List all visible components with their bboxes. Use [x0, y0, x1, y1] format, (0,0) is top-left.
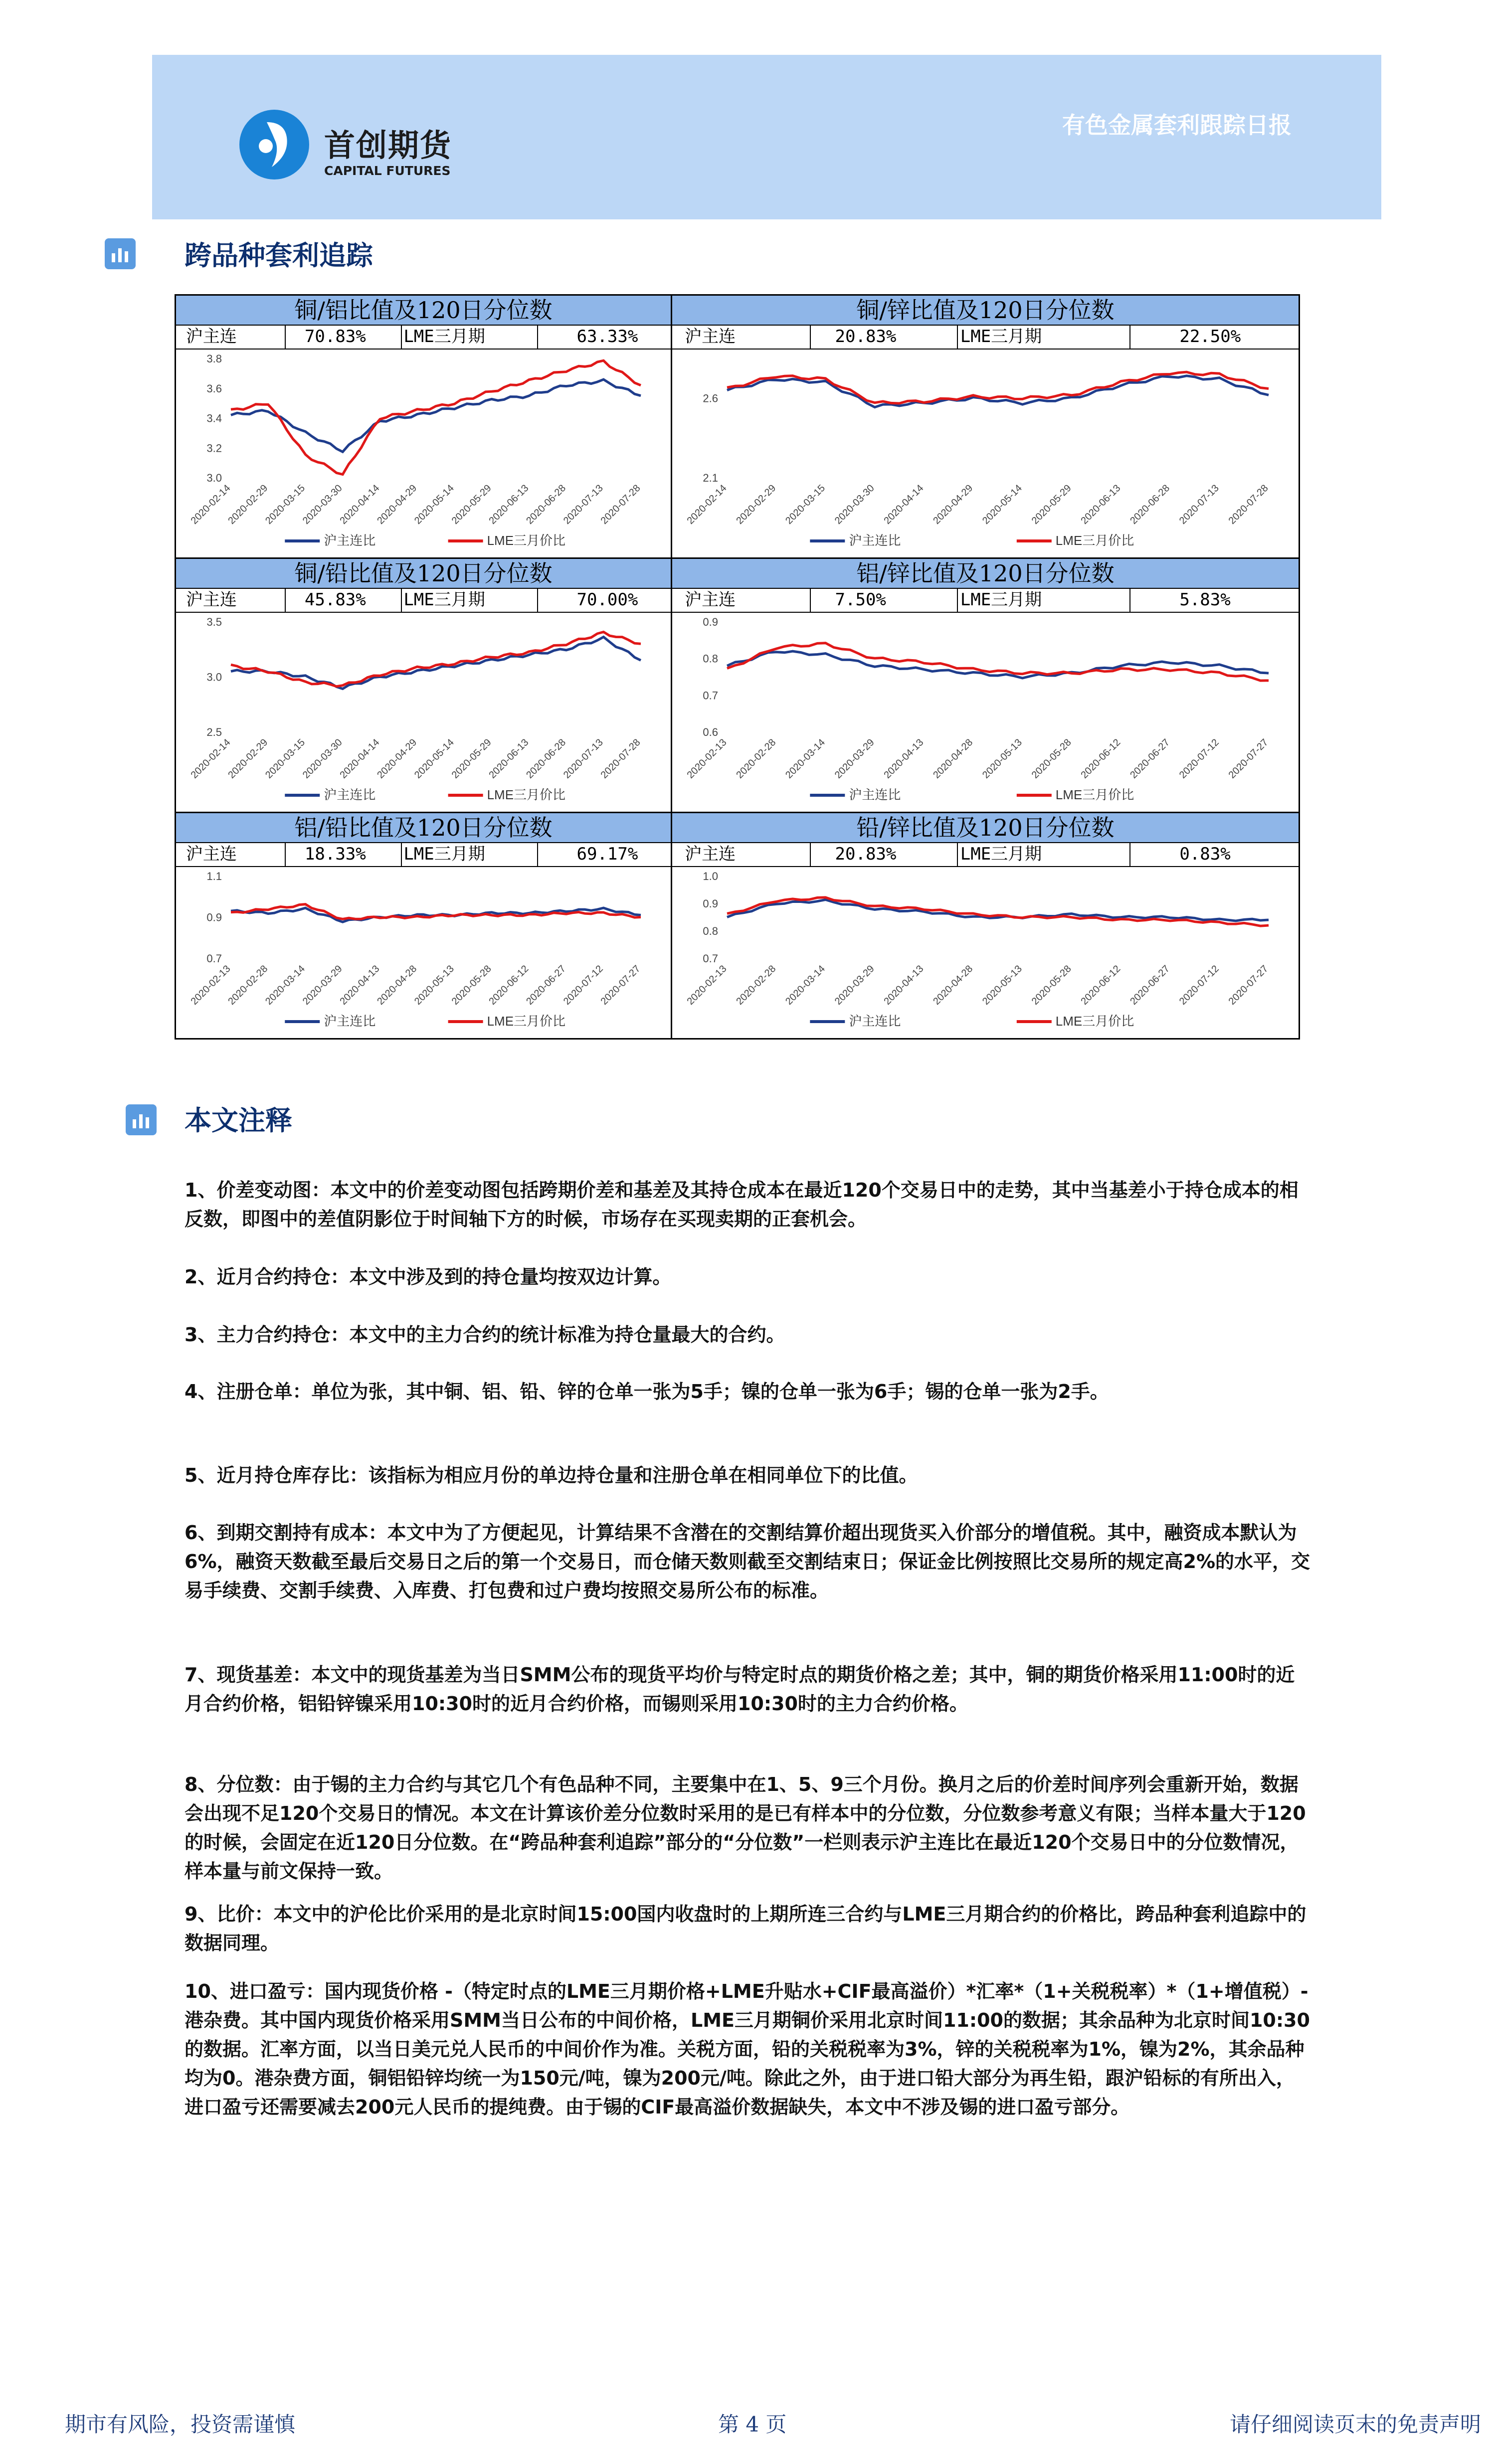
lme-percentile: 22.50% — [1179, 327, 1241, 347]
x-tick-label: 2020-04-28 — [931, 736, 975, 781]
chart-panel-title: 铝/铅比值及120日分位数 — [176, 813, 671, 843]
footer-disclaimer-note: 请仔细阅读页末的免责声明 — [1229, 2412, 1481, 2437]
y-tick-label: 3.5 — [206, 616, 222, 628]
x-tick-label: 2020-03-30 — [832, 482, 877, 527]
y-tick-label: 1.1 — [206, 870, 222, 882]
x-tick-label: 2020-05-29 — [1029, 482, 1074, 527]
x-tick-label: 2020-03-29 — [832, 963, 877, 1007]
x-tick-label: 2020-02-14 — [188, 482, 233, 527]
x-tick-label: 2020-06-12 — [1079, 963, 1123, 1007]
x-tick-label: 2020-02-28 — [734, 963, 778, 1007]
note-item: 1、价差变动图：本文中的价差变动图包括跨期价差和基差及其持仓成本在最近120个交易日中的走势，其中当基差小于持仓成本的相反数，即图中的差值阴影位于时间轴下方的时候，市场存在买现卖期的正套机会。 — [185, 1179, 1299, 1230]
y-tick-label: 1.0 — [703, 870, 718, 882]
x-tick-label: 2020-07-27 — [1226, 736, 1271, 781]
note-item: 8、分位数：由于锡的主力合约与其它几个有色品种不同，主要集中在1、5、9三个月份。换月之后的价差时间序列会重新开始，数据会出现不足120个交易日的情况。本文在计算该价差分位数时采用的是已有样本中的分位数，分位数参考意义有限；当样本量大于120的时候，会固定在近120日分位数。在“跨品种套利追踪”部分的“分位数”一栏则表示沪主连比在最近120个交易日中的分位数情况，样本量与前文保持一致。 — [185, 1773, 1306, 1882]
x-tick-label: 2020-05-14 — [980, 482, 1024, 527]
y-tick-label: 0.8 — [703, 925, 718, 937]
series-line-lme — [231, 360, 641, 474]
y-tick-label: 2.5 — [206, 726, 222, 738]
x-tick-label: 2020-02-13 — [685, 736, 729, 781]
x-tick-label: 2020-06-27 — [524, 963, 568, 1007]
x-tick-label: 2020-06-27 — [1128, 963, 1172, 1007]
legend-label: 沪主连比 — [324, 533, 376, 548]
y-tick-label: 2.6 — [703, 392, 718, 405]
section-title-cross-arbitrage: 跨品种套利追踪 — [185, 240, 373, 271]
x-tick-label: 2020-06-13 — [1079, 482, 1123, 527]
x-tick-label: 2020-05-28 — [1029, 963, 1074, 1007]
lme-percentile: 70.00% — [576, 590, 638, 610]
y-tick-label: 0.9 — [206, 911, 222, 924]
percentile-row — [672, 325, 1299, 350]
chart-panel-title: 铜/铝比值及120日分位数 — [176, 296, 671, 326]
x-tick-label: 2020-05-13 — [980, 736, 1024, 781]
x-tick-label: 2020-02-14 — [188, 736, 233, 781]
percentile-row — [672, 588, 1299, 613]
x-tick-label: 2020-03-30 — [300, 482, 345, 527]
lme-label: LME三月期 — [403, 590, 485, 610]
x-tick-label: 2020-03-15 — [263, 482, 307, 527]
x-tick-label: 2020-04-29 — [931, 482, 975, 527]
x-tick-label: 2020-07-12 — [1177, 736, 1221, 781]
series-line-lme — [231, 632, 641, 686]
y-tick-label: 3.8 — [206, 352, 222, 365]
lme-label: LME三月期 — [960, 327, 1042, 347]
y-tick-label: 3.0 — [206, 671, 222, 684]
x-tick-label: 2020-03-29 — [300, 963, 345, 1007]
series-line-sh — [727, 651, 1269, 678]
x-tick-label: 2020-06-28 — [524, 482, 568, 527]
x-tick-label: 2020-05-29 — [449, 736, 494, 781]
chart-panel-title: 铅/锌比值及120日分位数 — [672, 813, 1299, 843]
ratio-line-chart — [672, 866, 1299, 1038]
legend-label: LME三月价比 — [1055, 533, 1134, 548]
x-tick-label: 2020-07-13 — [1177, 482, 1221, 527]
company-name-cn: 首创期货 — [324, 127, 452, 164]
x-tick-label: 2020-02-13 — [188, 963, 233, 1007]
x-tick-label: 2020-06-13 — [487, 736, 531, 781]
x-tick-label: 2020-05-14 — [412, 482, 456, 527]
lme-label: LME三月期 — [960, 590, 1042, 610]
sh-percentile: 7.50% — [835, 590, 886, 610]
percentile-row — [176, 325, 671, 350]
section-title-notes: 本文注释 — [185, 1105, 292, 1136]
percentile-row — [176, 842, 671, 867]
company-name-en: CAPITAL FUTURES — [324, 164, 451, 178]
chart-panel — [672, 296, 1299, 557]
x-tick-label: 2020-02-29 — [734, 482, 778, 527]
sh-percentile: 20.83% — [835, 327, 897, 347]
note-item: 2、近月合约持仓：本文中涉及到的持仓量均按双边计算。 — [185, 1266, 672, 1288]
x-tick-label: 2020-03-30 — [300, 736, 345, 781]
sh-percentile: 18.33% — [304, 844, 366, 864]
x-tick-label: 2020-07-12 — [561, 963, 605, 1007]
sh-label: 沪主连 — [685, 590, 736, 610]
note-item: 4、注册仓单：单位为张，其中铜、铝、铅、锌的仓单一张为5手；镍的仓单一张为6手；锡的仓单一张为2手。 — [185, 1381, 1109, 1403]
lme-percentile: 63.33% — [576, 327, 638, 347]
x-tick-label: 2020-04-14 — [338, 482, 382, 527]
sh-percentile: 45.83% — [304, 590, 366, 610]
x-tick-label: 2020-04-13 — [882, 736, 926, 781]
x-tick-label: 2020-05-13 — [412, 963, 456, 1007]
sh-label: 沪主连 — [685, 844, 736, 864]
y-tick-label: 0.7 — [703, 952, 718, 965]
page-header — [152, 55, 1381, 219]
note-item: 5、近月持仓库存比：该指标为相应月份的单边持仓量和注册仓单在相同单位下的比值。 — [185, 1464, 918, 1486]
x-tick-label: 2020-07-13 — [561, 482, 605, 527]
y-tick-label: 0.9 — [703, 897, 718, 910]
series-line-sh — [727, 376, 1269, 407]
sh-percentile: 20.83% — [835, 844, 897, 864]
lme-percentile: 5.83% — [1179, 590, 1231, 610]
chart-panel-title: 铝/锌比值及120日分位数 — [672, 559, 1299, 589]
y-tick-label: 0.6 — [703, 726, 718, 738]
bar-chart-icon — [105, 238, 136, 269]
note-item: 7、现货基差：本文中的现货基差为当日SMM公布的现货平均价与特定时点的期货价格之差；其中，铜的期货价格采用11:00时的近月合约价格，铝铅锌镍采用10:30时的近月合约价格，而锡则采用10:30时的主力合约价格。 — [185, 1664, 1295, 1715]
legend-label: 沪主连比 — [324, 1014, 376, 1029]
x-tick-label: 2020-06-12 — [487, 963, 531, 1007]
x-tick-label: 2020-04-13 — [882, 963, 926, 1007]
x-tick-label: 2020-03-14 — [783, 736, 827, 781]
x-tick-label: 2020-05-29 — [449, 482, 494, 527]
x-tick-label: 2020-05-14 — [412, 736, 456, 781]
legend-label: 沪主连比 — [324, 787, 376, 802]
x-tick-label: 2020-03-14 — [263, 963, 307, 1007]
x-tick-label: 2020-07-13 — [561, 736, 605, 781]
sh-label: 沪主连 — [186, 844, 237, 864]
x-tick-label: 2020-02-28 — [734, 736, 778, 781]
x-tick-label: 2020-06-12 — [1079, 736, 1123, 781]
legend-label: LME三月价比 — [487, 533, 566, 548]
legend-label: LME三月价比 — [1055, 1014, 1134, 1029]
x-tick-label: 2020-05-13 — [980, 963, 1024, 1007]
x-tick-label: 2020-05-28 — [449, 963, 494, 1007]
percentile-row — [672, 842, 1299, 867]
note-item: 10、进口盈亏：国内现货价格 -（特定时点的LME三月期价格+LME升贴水+CIF最高溢价）*汇率*（1+关税税率）*（1+增值税）- 港杂费。其中国内现货价格采用SMM当日公布的中间价格，LME三月期铜价采用北京时间11:00的数据；其余品种为北京时间10:30的数据。汇率方面，以当日美元兑人民币的中间价作为准。关税方面，铅的关税税率为3%，锌的关税税率为1%，镍为2%，其余品种均为0。港杂费方面，铜铝铅锌均统一为150元/吨，镍为200元/吨。除此之外，由于进口铅大部分为再生铅，跟沪铅标的有所出入，进口盈亏还需要减去200元人民币的提纯费。由于锡的CIF最高溢价数据缺失，本文中不涉及锡的进口盈亏部分。 — [185, 1980, 1310, 2118]
x-tick-label: 2020-04-28 — [375, 963, 419, 1007]
x-tick-label: 2020-02-29 — [226, 482, 270, 527]
y-tick-label: 3.2 — [206, 442, 222, 455]
x-tick-label: 2020-07-27 — [598, 963, 643, 1007]
ratio-line-chart — [176, 349, 671, 557]
x-tick-label: 2020-05-28 — [1029, 736, 1074, 781]
sh-label: 沪主连 — [685, 327, 736, 347]
bar-chart-icon — [126, 1104, 157, 1135]
series-line-sh — [727, 900, 1269, 921]
lme-percentile: 0.83% — [1179, 844, 1231, 864]
lme-label: LME三月期 — [960, 844, 1042, 864]
report-title: 有色金属套利跟踪日报 — [1062, 112, 1292, 139]
ratio-line-chart — [176, 612, 671, 812]
x-tick-label: 2020-07-28 — [598, 736, 643, 781]
x-tick-label: 2020-07-27 — [1226, 963, 1271, 1007]
legend-label: LME三月价比 — [487, 787, 566, 802]
y-tick-label: 0.7 — [206, 952, 222, 965]
x-tick-label: 2020-02-13 — [685, 963, 729, 1007]
lme-label: LME三月期 — [403, 844, 485, 864]
x-tick-label: 2020-03-15 — [783, 482, 827, 527]
footer-risk-warning: 期市有风险，投资需谨慎 — [65, 2412, 296, 2437]
ratio-line-chart — [672, 349, 1299, 557]
chart-panel — [176, 813, 671, 1038]
x-tick-label: 2020-04-13 — [338, 963, 382, 1007]
x-tick-label: 2020-04-28 — [931, 963, 975, 1007]
chart-panel — [672, 559, 1299, 812]
y-tick-label: 0.9 — [703, 616, 718, 628]
x-tick-label: 2020-06-28 — [524, 736, 568, 781]
chart-panel-title: 铜/锌比值及120日分位数 — [672, 296, 1299, 326]
legend-label: LME三月价比 — [487, 1014, 566, 1029]
x-tick-label: 2020-03-14 — [783, 963, 827, 1007]
x-tick-label: 2020-02-14 — [685, 482, 729, 527]
note-item: 6、到期交割持有成本：本文中为了方便起见，计算结果不含潜在的交割结算价超出现货买入价部分的增值税。其中，融资成本默认为6%，融资天数截至最后交易日之后的第一个交易日，而仓储天数则截至交割结束日；保证金比例按照比交易所的规定高2%的水平，交易手续费、交割手续费、入库费、打包费和过户费均按照交易所公布的标准。 — [185, 1522, 1310, 1601]
y-tick-label: 0.7 — [703, 689, 718, 702]
chart-grid — [175, 294, 1300, 1040]
x-tick-label: 2020-03-15 — [263, 736, 307, 781]
series-line-sh — [231, 637, 641, 689]
chart-panel — [672, 813, 1299, 1038]
x-tick-label: 2020-07-28 — [598, 482, 643, 527]
series-line-sh — [231, 379, 641, 452]
chart-panel — [176, 559, 671, 812]
x-tick-label: 2020-06-28 — [1128, 482, 1172, 527]
sh-label: 沪主连 — [186, 590, 237, 610]
chart-panel-title: 铜/铅比值及120日分位数 — [176, 559, 671, 589]
ratio-line-chart — [672, 612, 1299, 812]
legend-label: 沪主连比 — [849, 533, 901, 548]
legend-label: 沪主连比 — [849, 787, 901, 802]
page-number: 第 4 页 — [718, 2412, 787, 2437]
x-tick-label: 2020-04-14 — [882, 482, 926, 527]
x-tick-label: 2020-02-29 — [226, 736, 270, 781]
percentile-row — [176, 588, 671, 613]
legend-label: LME三月价比 — [1055, 787, 1134, 802]
lme-percentile: 69.17% — [576, 844, 638, 864]
x-tick-label: 2020-04-29 — [375, 736, 419, 781]
y-tick-label: 3.4 — [206, 412, 222, 425]
x-tick-label: 2020-07-12 — [1177, 963, 1221, 1007]
legend-label: 沪主连比 — [849, 1014, 901, 1029]
note-item: 9、比价：本文中的沪伦比价采用的是北京时间15:00国内收盘时的上期所连三合约与LME三月期合约的价格比，跨品种套利追踪中的数据同理。 — [185, 1903, 1307, 1954]
sh-label: 沪主连 — [186, 327, 237, 347]
y-tick-label: 3.0 — [206, 472, 222, 484]
note-item: 3、主力合约持仓：本文中的主力合约的统计标准为持仓量最大的合约。 — [185, 1324, 785, 1346]
x-tick-label: 2020-04-29 — [375, 482, 419, 527]
y-tick-label: 2.1 — [703, 472, 718, 484]
lme-label: LME三月期 — [403, 327, 485, 347]
x-tick-label: 2020-06-13 — [487, 482, 531, 527]
sh-percentile: 70.83% — [304, 327, 366, 347]
y-tick-label: 0.8 — [703, 652, 718, 665]
x-tick-label: 2020-04-14 — [338, 736, 382, 781]
x-tick-label: 2020-07-28 — [1226, 482, 1271, 527]
x-tick-label: 2020-03-29 — [832, 736, 877, 781]
ratio-line-chart — [176, 866, 671, 1038]
company-logo-icon — [237, 107, 312, 182]
y-tick-label: 3.6 — [206, 382, 222, 395]
chart-panel — [176, 296, 671, 557]
x-tick-label: 2020-02-28 — [226, 963, 270, 1007]
x-tick-label: 2020-06-27 — [1128, 736, 1172, 781]
